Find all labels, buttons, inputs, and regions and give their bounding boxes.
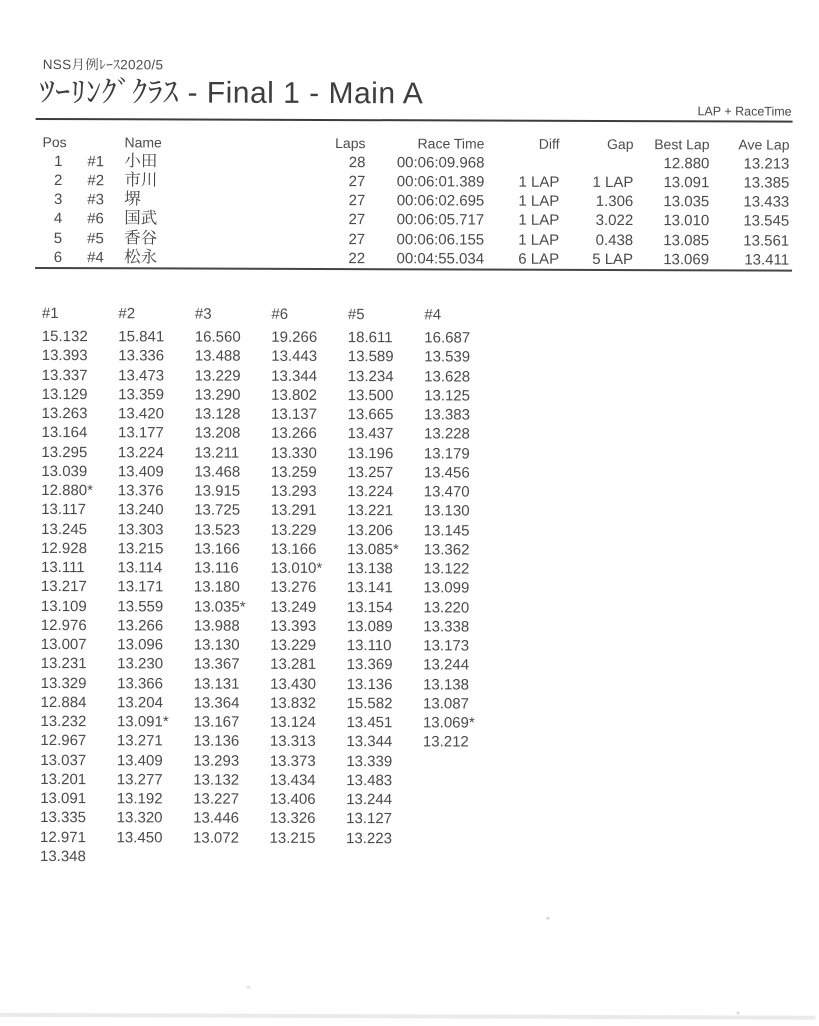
lap-time: 13.277 [116, 771, 163, 789]
page-title: ﾂｰﾘﾝｸﾞｸﾗｽ - Final 1 - Main A [39, 75, 424, 111]
results-header-diff: Diff [538, 135, 560, 152]
lap-time: 13.124 [269, 713, 316, 731]
lap-time: 13.007 [40, 636, 87, 654]
lap-time: 13.339 [346, 752, 393, 770]
lap-time: 13.204 [117, 694, 163, 712]
lap-time: 13.130 [193, 636, 240, 654]
results-header-row [35, 134, 791, 154]
scan-speck [247, 986, 251, 989]
lap-time: 13.393 [41, 347, 88, 365]
result-cell-car: #4 [87, 249, 104, 267]
lap-time: 13.166 [270, 540, 317, 558]
lap-time: 13.228 [423, 425, 470, 443]
lap-time: 13.409 [117, 463, 164, 481]
lap-time: 13.037 [40, 751, 87, 769]
lap-time: 13.344 [271, 367, 318, 385]
result-cell-diff: 1 LAP [518, 192, 560, 210]
lap-time: 13.212 [422, 733, 469, 751]
lap-time: 13.320 [116, 809, 163, 827]
lap-time: 13.451 [346, 714, 393, 732]
lap-time: 13.988 [193, 617, 240, 635]
lap-time: 13.446 [193, 809, 240, 827]
lap-time: 13.215 [269, 829, 316, 847]
lap-time: 13.336 [118, 347, 165, 365]
scanner-edge-shadow [0, 1013, 815, 1020]
lap-time: 13.196 [347, 444, 394, 462]
lap-time: 13.224 [347, 483, 394, 501]
lap-time: 13.335 [40, 809, 87, 827]
lap-time: 13.313 [269, 733, 316, 751]
lap-time: 13.164 [41, 424, 88, 442]
lap-time: 13.276 [270, 579, 317, 597]
lap-time: 13.359 [118, 386, 165, 404]
lap-time: 13.376 [117, 482, 164, 500]
lap-column-car3 [193, 307, 271, 867]
lap-time: 13.266 [270, 425, 317, 443]
lap-time: 13.136 [346, 675, 393, 693]
result-cell-gap: 1.306 [595, 193, 634, 211]
lap-time: 13.393 [270, 617, 317, 635]
lap-time: 13.125 [424, 387, 471, 405]
result-cell-pos: 6 [53, 249, 63, 267]
result-cell-race-time: 00:06:05.717 [396, 211, 485, 229]
lap-time: 15.582 [346, 694, 393, 712]
lap-time: 13.665 [347, 406, 394, 424]
lap-time: 13.245 [41, 520, 88, 538]
result-cell-pos: 1 [54, 152, 63, 170]
result-cell-pos: 3 [53, 191, 63, 209]
result-cell-name: 香谷 [124, 228, 158, 248]
result-cell-gap: 0.438 [595, 231, 634, 249]
lap-time: 13.215 [117, 540, 164, 558]
lap-time: 13.303 [117, 520, 164, 538]
lap-time: 15.132 [41, 328, 88, 346]
lap-time: 13.171 [117, 578, 164, 596]
lap-time: 13.330 [270, 444, 317, 462]
lap-time: 13.010* [270, 559, 323, 577]
lap-time: 13.259 [270, 463, 317, 481]
lap-time: 13.166 [194, 540, 241, 558]
lap-time: 13.230 [117, 655, 164, 673]
lap-time: 12.976 [40, 616, 87, 634]
result-cell-ave-lap: 13.545 [743, 212, 790, 231]
result-cell-ave-lap: 13.411 [744, 251, 790, 269]
result-cell-car: #3 [87, 191, 105, 209]
result-row [35, 229, 791, 251]
result-cell-ave-lap: 13.385 [743, 174, 790, 192]
lap-time: 13.145 [423, 521, 470, 539]
result-cell-car: #1 [87, 152, 105, 170]
lap-time: 13.096 [117, 636, 164, 654]
lap-time: 13.111 [40, 559, 85, 577]
result-cell-best-lap: 13.069 [663, 251, 710, 269]
lap-time: 13.137 [271, 405, 317, 423]
lap-time: 13.109 [40, 597, 87, 615]
result-cell-laps: 22 [348, 250, 366, 268]
lap-time: 13.089 [346, 617, 393, 635]
lap-time: 16.560 [194, 328, 241, 346]
lap-time: 13.223 [346, 829, 392, 847]
result-cell-gap [561, 153, 635, 173]
lap-time: 12.880* [41, 482, 94, 500]
result-cell-laps: 27 [348, 230, 366, 248]
result-row [35, 151, 791, 173]
lap-time: 13.116 [193, 559, 239, 577]
lap-time: 13.132 [193, 771, 240, 789]
lap-time: 13.338 [423, 618, 470, 636]
lap-time: 13.234 [347, 367, 394, 385]
result-cell-best-lap: 13.085 [663, 231, 710, 250]
result-cell-name: 国武 [124, 209, 158, 228]
lap-time: 13.229 [270, 521, 317, 539]
lap-time: 16.687 [424, 329, 471, 347]
lap-time: 15.841 [118, 328, 165, 346]
lap-time: 19.266 [271, 328, 318, 346]
lap-time: 13.072 [193, 829, 239, 847]
lap-time: 13.271 [116, 732, 163, 750]
lap-time: 13.832 [270, 694, 316, 712]
lap-column-header: #3 [194, 305, 212, 323]
result-cell-pos: 5 [53, 229, 63, 247]
lap-time: 13.373 [269, 752, 316, 770]
result-cell-race-time: 00:06:02.695 [396, 192, 485, 210]
lap-time: 13.257 [347, 463, 394, 481]
lap-time: 13.091* [116, 713, 169, 731]
lap-time: 18.611 [347, 329, 393, 347]
result-cell-diff: 1 LAP [518, 173, 560, 191]
lap-time: 13.468 [194, 463, 241, 481]
scan-speck [736, 1011, 739, 1014]
lap-time: 13.208 [194, 424, 241, 442]
lap-time: 13.628 [424, 367, 471, 385]
result-cell-diff: 6 LAP [518, 250, 560, 268]
lap-time: 13.232 [40, 713, 87, 731]
lap-column-car6 [269, 307, 347, 867]
result-cell-best-lap: 13.035 [663, 193, 710, 211]
result-cell-diff: 1 LAP [518, 231, 560, 249]
scan-speck [546, 917, 550, 920]
results-header-best-lap: Best Lap [654, 136, 710, 153]
lap-column-car1 [40, 306, 118, 866]
lap-time: 13.450 [116, 828, 163, 846]
lap-time: 13.430 [270, 675, 317, 693]
lap-column-car4 [422, 307, 500, 867]
results-header-car-spacer [65, 134, 115, 151]
results-header-name: Name [124, 134, 162, 151]
lap-time: 13.130 [423, 502, 470, 520]
lap-time: 13.069* [422, 714, 475, 732]
lap-times-table [40, 306, 501, 868]
lap-time: 13.035* [193, 598, 246, 616]
lap-time: 13.725 [194, 501, 241, 519]
lap-time: 13.329 [40, 674, 87, 692]
result-cell-car: #5 [87, 229, 104, 247]
lap-time: 13.110 [346, 637, 392, 655]
lap-time: 13.180 [193, 578, 240, 596]
lap-time: 12.884 [40, 693, 87, 711]
result-cell-race-time: 00:06:01.389 [396, 173, 485, 191]
results-header-laps: Laps [335, 135, 366, 152]
lap-time: 13.362 [423, 541, 470, 559]
lap-time: 13.589 [347, 348, 394, 366]
results-header-race-time: Race Time [417, 135, 485, 152]
lap-time: 13.364 [193, 694, 240, 712]
lap-time: 13.337 [41, 366, 88, 384]
lap-time: 13.326 [269, 810, 316, 828]
lap-time: 13.802 [271, 386, 318, 404]
lap-time: 13.249 [270, 598, 317, 616]
lap-column-header: #1 [41, 305, 59, 323]
lap-time: 13.434 [269, 771, 316, 789]
result-cell-gap: 3.022 [595, 212, 634, 230]
result-cell-car: #6 [87, 210, 104, 228]
lap-time: 13.290 [194, 386, 241, 404]
lap-time: 13.383 [424, 406, 470, 424]
lap-time: 13.500 [347, 386, 394, 404]
lap-time: 12.928 [41, 539, 88, 557]
lap-time: 13.217 [40, 578, 87, 596]
lap-time: 13.281 [270, 656, 317, 674]
results-header-pos: Pos [42, 134, 67, 151]
timing-mode-label: LAP + RaceTime [697, 104, 792, 119]
lap-time: 13.039 [41, 462, 88, 480]
result-cell-pos: 4 [53, 210, 63, 228]
lap-time: 13.409 [116, 751, 163, 769]
lap-time: 13.369 [346, 656, 393, 674]
result-cell-ave-lap: 13.433 [743, 193, 790, 211]
lap-time: 13.291 [270, 502, 317, 520]
lap-time: 13.420 [118, 405, 164, 423]
lap-time: 13.117 [41, 501, 87, 519]
lap-column-car2 [116, 306, 194, 866]
lap-time: 13.344 [346, 733, 393, 751]
lap-time: 13.206 [347, 521, 394, 539]
result-cell-name: 小田 [124, 151, 158, 170]
result-cell-best-lap: 13.091 [663, 173, 710, 192]
lap-time: 13.437 [347, 425, 394, 443]
lap-time: 13.293 [270, 482, 317, 500]
result-cell-best-lap: 13.010 [663, 212, 710, 230]
lap-column-header: #6 [271, 305, 289, 323]
result-cell-car: #2 [87, 171, 105, 190]
results-rows [35, 151, 791, 269]
lap-time: 13.129 [41, 385, 88, 403]
lap-time: 13.406 [269, 790, 316, 808]
result-cell-diff: 1 LAP [518, 212, 560, 230]
lap-time: 13.473 [118, 366, 165, 384]
result-cell-pos: 2 [53, 171, 63, 189]
result-cell-ave-lap: 13.561 [743, 232, 790, 250]
lap-time: 13.127 [346, 810, 393, 828]
lap-time: 13.224 [117, 443, 164, 461]
lap-time: 13.263 [41, 405, 88, 423]
result-cell-race-time: 00:06:09.968 [396, 153, 485, 172]
lap-column-car5 [346, 307, 424, 867]
result-cell-diff [486, 153, 561, 173]
lap-column-header: #5 [347, 306, 365, 324]
lap-time: 13.456 [423, 464, 470, 482]
result-cell-name: 松永 [124, 248, 158, 267]
lap-time: 13.087 [423, 695, 469, 713]
lap-time: 13.136 [193, 732, 240, 750]
lap-time: 13.523 [194, 521, 241, 539]
lap-time: 13.179 [423, 444, 470, 462]
lap-time: 13.293 [193, 752, 240, 770]
lap-time: 13.128 [194, 405, 241, 423]
lap-time: 13.211 [194, 444, 240, 462]
result-cell-laps: 27 [348, 211, 366, 229]
lap-time: 13.915 [194, 482, 241, 500]
lap-time: 13.483 [346, 771, 393, 789]
lap-time: 13.114 [117, 559, 163, 577]
lap-time: 13.266 [117, 617, 164, 635]
lap-time: 13.122 [423, 560, 470, 578]
lap-time: 13.443 [271, 348, 318, 366]
result-cell-laps: 28 [348, 153, 366, 171]
lap-time: 13.138 [346, 560, 393, 578]
lap-time: 13.539 [424, 348, 471, 366]
lap-time: 13.244 [423, 656, 470, 674]
lap-time: 13.201 [40, 770, 87, 788]
lap-time: 12.967 [40, 732, 87, 750]
lap-time: 13.470 [423, 483, 470, 501]
lap-time: 13.244 [346, 791, 393, 809]
lap-time: 13.559 [117, 597, 164, 615]
lap-time: 13.099 [423, 579, 470, 597]
lap-time: 13.295 [41, 443, 88, 461]
result-cell-race-time: 00:06:06.155 [396, 230, 485, 249]
result-cell-gap: 5 LAP [592, 250, 634, 269]
lap-time: 13.167 [193, 713, 240, 731]
result-cell-name: 堺 [124, 190, 141, 209]
lap-time: 13.231 [40, 655, 87, 673]
lap-time: 13.141 [346, 579, 393, 597]
lap-time: 13.220 [423, 598, 470, 616]
lap-time: 13.131 [193, 675, 240, 693]
lap-time: 13.173 [423, 637, 470, 655]
lap-column-header: #4 [424, 306, 442, 324]
lap-time: 13.348 [39, 847, 86, 865]
lap-time: 13.366 [117, 674, 164, 692]
header-divider [36, 118, 793, 123]
lap-time: 13.227 [193, 790, 240, 808]
lap-time: 13.192 [116, 790, 163, 808]
lap-time: 13.138 [423, 675, 470, 693]
result-row [35, 209, 791, 231]
result-row [35, 171, 791, 193]
lap-time: 13.177 [117, 424, 164, 442]
result-cell-gap: 1 LAP [592, 173, 634, 191]
result-cell-laps: 27 [348, 192, 366, 210]
result-cell-laps: 27 [348, 172, 366, 190]
result-cell-name: 市川 [124, 171, 158, 190]
lap-time: 13.221 [347, 502, 394, 520]
lap-time: 12.971 [40, 828, 86, 846]
lap-time: 13.240 [117, 501, 164, 519]
result-cell-best-lap: 12.880 [663, 154, 710, 172]
lap-time: 13.154 [346, 598, 393, 616]
results-header-ave-lap: Ave Lap [738, 136, 790, 153]
results-header-gap: Gap [607, 135, 634, 153]
event-title: NSS月例ﾚｰｽ2020/5 [42, 57, 164, 73]
result-cell-ave-lap: 13.213 [743, 154, 790, 173]
lap-time: 13.229 [270, 636, 317, 654]
lap-time: 13.091 [40, 790, 87, 808]
lap-column-header: #2 [118, 305, 136, 323]
result-cell-race-time: 00:04:55.034 [396, 250, 485, 268]
lap-time: 13.367 [193, 655, 240, 673]
lap-time: 13.488 [194, 347, 241, 365]
results-table [35, 134, 791, 270]
lap-time: 13.229 [194, 367, 241, 385]
lap-time: 13.085* [347, 540, 399, 559]
